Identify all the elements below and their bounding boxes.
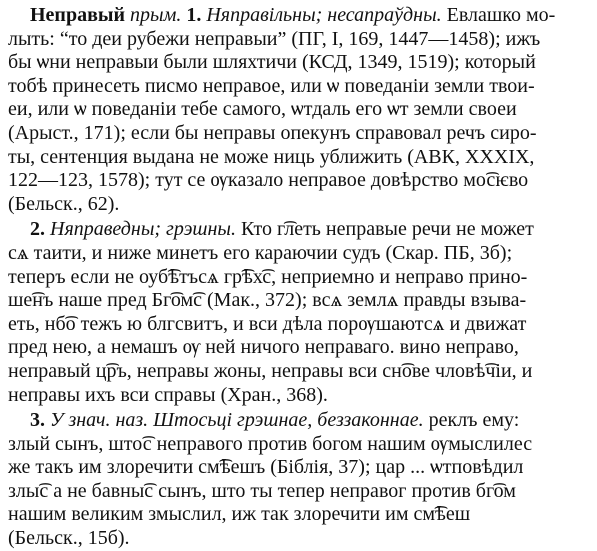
bold-text: Неправый: [30, 4, 126, 26]
entry-text: бы ѡни неправыи были шляхтичи (КСД, 1349, 1519); который: [8, 51, 536, 74]
entry-text: сѧ таити, и ниже минетъ его караючии судъ (Скар. ПБ, 3б);: [8, 241, 513, 264]
entry-text: (Бельск., 62).: [8, 192, 120, 215]
entry-line: [8, 433, 592, 457]
entry-line: [8, 480, 592, 504]
entry-text: пред нею, а немашъ ѹ ней ничого неправаго. вино неправо,: [8, 336, 519, 359]
entry-line: [8, 313, 592, 337]
entry-text: нашим великим змыслил, иж так злоречити им см͡ѣеш: [8, 503, 471, 526]
entry-text: злы͡с а не бавны͡с сынъ, што ты тепер неправог против бг͡ом: [8, 479, 516, 502]
entry-line: [8, 218, 592, 242]
entry-text: ты, сентенция выдана не може ниць уближить (АВК, XXXIX,: [8, 145, 535, 168]
entry-text: Кто г͡леть неправые речи не может: [235, 218, 534, 241]
italic-text: Няправедны; грэшны.: [50, 218, 236, 241]
entry-text: неправы ихъ вси справы (Хран., 368).: [8, 383, 328, 406]
entry-line: [8, 28, 592, 52]
bold-text: 2.: [30, 218, 45, 241]
italic-text: Няправільны; несапраўдны.: [206, 4, 442, 26]
entry-text: злый сынъ, што͡с неправого против богом нашим ѹмыслилес: [8, 432, 533, 455]
entry-text: тобѣ принесеть писмо неправое, или ѡ поведаніи земли твои-: [8, 74, 535, 97]
entry-line: [8, 409, 592, 433]
entry-line: [8, 193, 592, 217]
entry-line: [8, 51, 592, 75]
entry-text: лыть: “то деи рубежи неправыи” (ПГ, I, 169, 1447—1458); ижъ: [8, 27, 541, 50]
dictionary-entry: [8, 4, 592, 551]
entry-line: [8, 360, 592, 384]
entry-line: [8, 503, 592, 527]
entry-text: теперъ если не оуб͡ѣтъсѧ гр͡ѣх͡с, неприемно и неправо прино-: [8, 265, 528, 288]
italic-text: У знач. наз. Штосьці грэшнае, беззаконнае.: [50, 409, 424, 432]
entry-line: [8, 456, 592, 480]
bold-text: 1.: [186, 4, 202, 26]
entry-text: (Бельск., 15б).: [8, 527, 130, 550]
entry-text: реклъ ему:: [423, 409, 520, 432]
entry-text: Евлашко мо-: [441, 4, 556, 26]
entry-text: (Арыст., 171); если бы неправы опекунъ справовал речъ сиро-: [8, 121, 537, 144]
entry-text: же такъ им злоречити см͡ѣешъ (Біблія, 37); цар ... ѡтповѣдил: [8, 456, 524, 479]
entry-line: [8, 4, 592, 28]
entry-line: [8, 242, 592, 266]
entry-text: еть, нб͡о тежъ ю блгсвитъ, и вси дѣла порѹшаютсѧ и движат: [8, 312, 527, 335]
bold-text: 3.: [30, 409, 45, 432]
entry-line: [8, 146, 592, 170]
entry-line: [8, 336, 592, 360]
entry-line: [8, 169, 592, 193]
entry-line: [8, 289, 592, 313]
entry-sense-2: [8, 218, 592, 407]
entry-sense-3: [8, 409, 592, 551]
entry-line: [8, 527, 592, 551]
entry-line: [8, 384, 592, 408]
entry-line: [8, 266, 592, 290]
entry-line: [8, 75, 592, 99]
italic-text: прым.: [130, 4, 182, 26]
entry-sense-1: [8, 4, 592, 216]
entry-text: ше͡нъ наше пред Бг͡ом͡с (Мак., 372); всѧ землѧ правды взыва-: [8, 289, 527, 312]
entry-line: [8, 98, 592, 122]
entry-text: 122—123, 1578); тут се ѹказало неправое довѣрство мо͡сѥво: [8, 169, 529, 192]
entry-text: еи, или ѡ поведаніи тебе самого, ѡтдаль его ѡт земли своеи: [8, 98, 517, 121]
entry-text: неправый ц͡ръ, неправы жоны, неправы вси сн͡ове чловѣ͡чіи, и: [8, 359, 533, 382]
entry-line: [8, 122, 592, 146]
